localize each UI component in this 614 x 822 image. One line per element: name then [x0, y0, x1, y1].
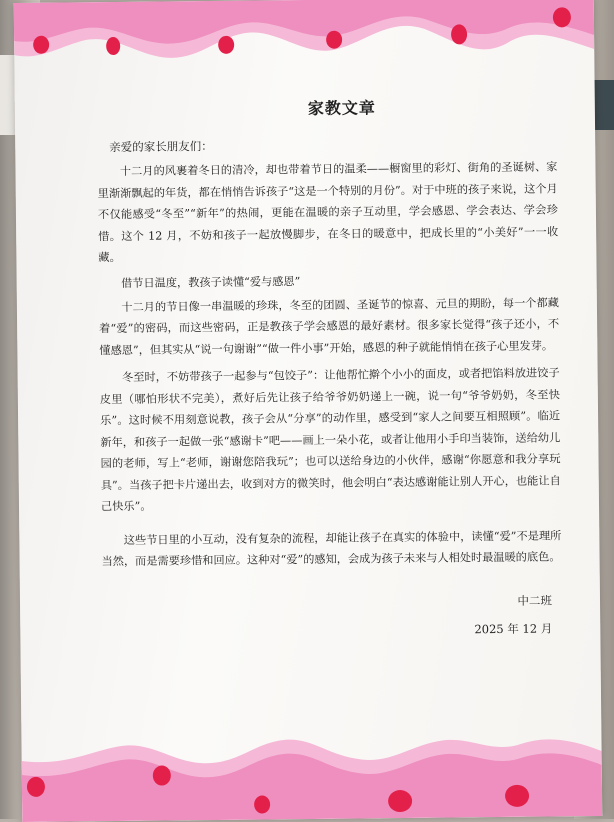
- letter-body: [97, 93, 563, 646]
- pink-wave-border-bottom: [21, 721, 602, 822]
- section-heading: 借节日温度，教孩子读懂“爱与感恩”: [120, 274, 301, 290]
- signature-class: 中二班: [517, 592, 553, 608]
- background-object: [592, 80, 614, 130]
- paragraph: 十二月的风裹着冬日的清冷，却也带着节日的温柔——橱窗里的彩灯、街角的圣诞树、家里渐渐飘起的年货，都在悄悄告诉孩子“这是一个特别的月份”。对于中班的孩子来说，这个月不仅能感受“冬至”“新年”的热闹，更能在温暖的亲子互动里，学会感恩、学会表达、学会珍惜。这个 12 月，不妨和孩子一起放慢脚步，在冬日的暖意中，把成长里的“小美好”一一收藏。: [97, 160, 559, 265]
- paragraph: 十二月的节日像一串温暖的珍珠，冬至的团圆、圣诞节的惊喜、元旦的期盼，每一个都藏着“爱”的密码，而这些密码，正是教孩子学会感恩的最好素材。很多家长觉得“孩子还小，不懂感恩”，但其实从“说一句谢谢”“做一件小事”开始，感恩的种子就能悄悄在孩子心里发芽。: [99, 295, 560, 357]
- red-dot: [218, 36, 234, 54]
- paragraph: 冬至时，不妨带孩子一起参与“包饺子”：让他帮忙擀个小小的面皮，或者把馅料放进饺子皮里（哪怕形状不完美），煮好后先让孩子给爷爷奶奶递上一碗，说一句“爷爷奶奶，冬至快乐”。这时候不用刻意说教，孩子会从“分享”的动作里，感受到“家人之间要互相照顾”。临近新年，和孩子一起做一张“感谢卡”吧——画上一朵小花，或者让他用小手印当装饰，送给幼儿园的老师，写上“老师，谢谢您陪我玩”；也可以送给身边的小伙伴，感谢“你愿意和我分享玩具”。当孩子把卡片递出去，收到对方的微笑时，他会明白“表达感谢能让别人开心，也能让自己快乐”。: [99, 366, 561, 514]
- paragraph: 这些节日里的小互动，没有复杂的流程，却能让孩子在真实的体验中，读懂“爱”不是理所当然，而是需要珍惜和回应。这种对“爱”的感知，会成为孩子未来与人相处时最温暖的底色。: [101, 528, 562, 569]
- greeting: 亲爱的家长朋友们：: [109, 138, 213, 155]
- letter-paper: [14, 0, 603, 822]
- signature-date: 2025 年 12 月: [474, 620, 553, 636]
- document-title: 家教文章: [307, 98, 376, 118]
- pink-wave-border-top: [14, 0, 595, 98]
